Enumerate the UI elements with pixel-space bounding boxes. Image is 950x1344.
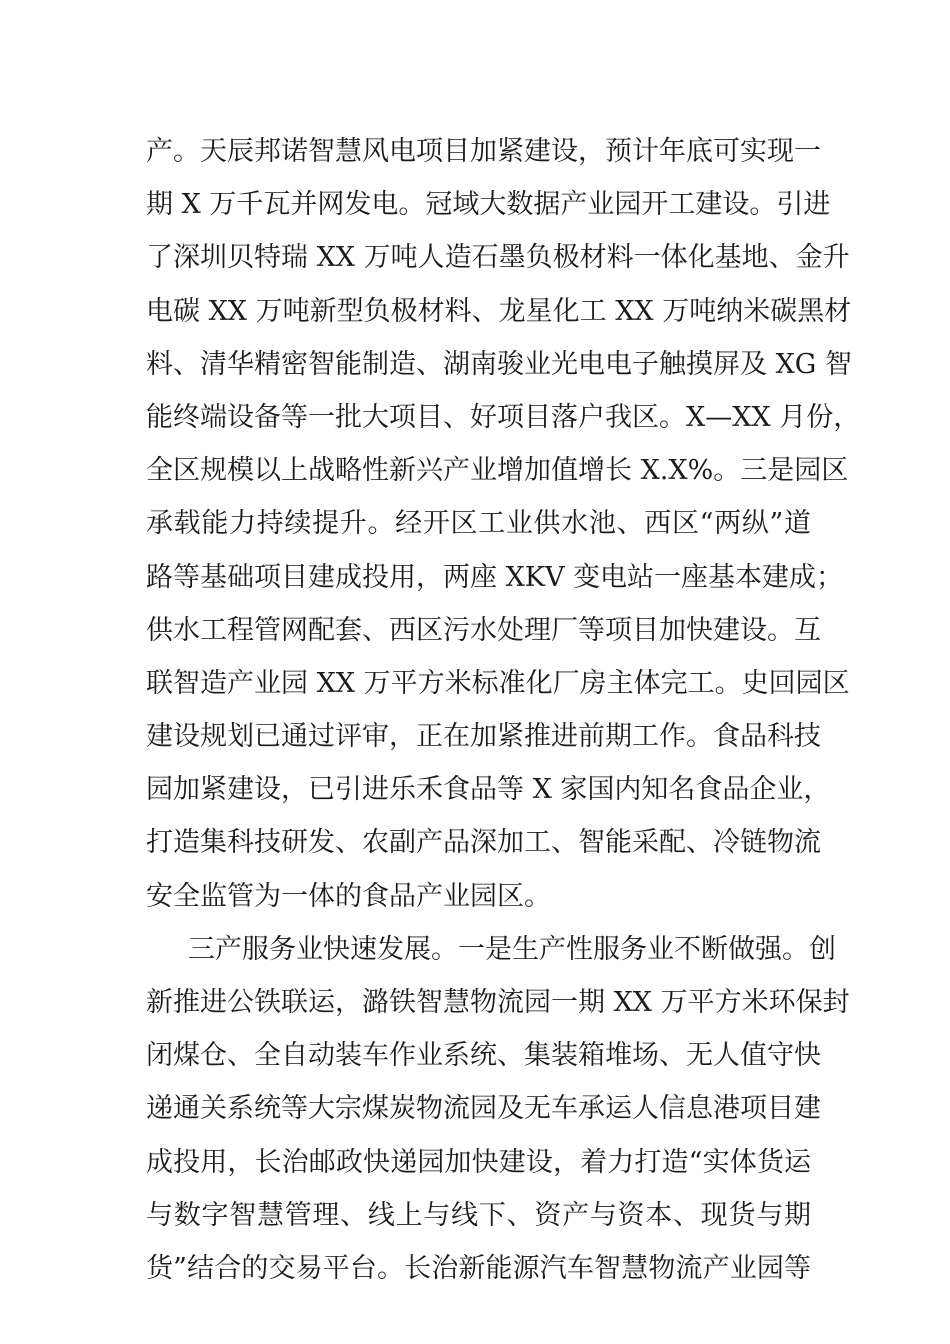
- text-line: 能终端设备等一批大项目、好项目落户我区。X—XX 月份，: [146, 401, 861, 433]
- text-line: 期 X 万千瓦并网发电。冠域大数据产业园开工建设。引进: [146, 189, 831, 221]
- text-line: 货”结合的交易平台。长治新能源汽车智慧物流产业园等: [146, 1252, 811, 1284]
- text-line: 联智造产业园 XX 万平方米标准化厂房主体完工。史回园区: [146, 667, 850, 699]
- text-line: 路等基础项目建成投用，两座 XKV 变电站一座基本建成；: [146, 561, 844, 593]
- text-line: 承载能力持续提升。经开区工业供水池、西区“两纵”道: [146, 508, 811, 540]
- text-line: 建设规划已通过评审，正在加紧推进前期工作。食品科技: [146, 721, 821, 753]
- text-line: 了深圳贝特瑞 XX 万吨人造石墨负极材料一体化基地、金升: [146, 242, 850, 274]
- text-line: 与数字智慧管理、线上与线下、资产与资本、现货与期: [146, 1199, 811, 1231]
- text-line: 电碳 XX 万吨新型负极材料、龙星化工 XX 万吨纳米碳黑材: [146, 295, 852, 327]
- text-line: 新推进公铁联运，潞铁智慧物流园一期 XX 万平方米环保封: [146, 987, 850, 1018]
- text-line-paragraph-end: 安全监管为一体的食品产业园区。: [146, 880, 551, 912]
- text-line: 料、清华精密智能制造、湖南骏业光电电子触摸屏及 XG 智: [146, 348, 852, 380]
- text-line: 产。天辰邦诺智慧风电项目加紧建设，预计年底可实现一: [146, 136, 821, 167]
- text-line: 闭煤仓、全自动装车作业系统、集装箱堆场、无人值守快: [146, 1040, 821, 1072]
- text-line: 供水工程管网配套、西区污水处理厂等项目加快建设。互: [146, 614, 821, 646]
- body-text: [146, 125, 861, 1295]
- text-line: 全区规模以上战略性新兴产业增加值增长 X.X%。三是园区: [146, 455, 849, 487]
- text-line: 递通关系统等大宗煤炭物流园及无车承运人信息港项目建: [146, 1093, 821, 1125]
- text-line: 成投用，长治邮政快递园加快建设，着力打造“实体货运: [146, 1146, 811, 1178]
- text-line: 园加紧建设，已引进乐禾食品等 X 家国内知名食品企业，: [146, 774, 831, 806]
- text-line: 打造集科技研发、农副产品深加工、智能采配、冷链物流: [146, 827, 821, 859]
- text-line-paragraph-start: 三产服务业快速发展。一是生产性服务业不断做强。创: [188, 933, 836, 965]
